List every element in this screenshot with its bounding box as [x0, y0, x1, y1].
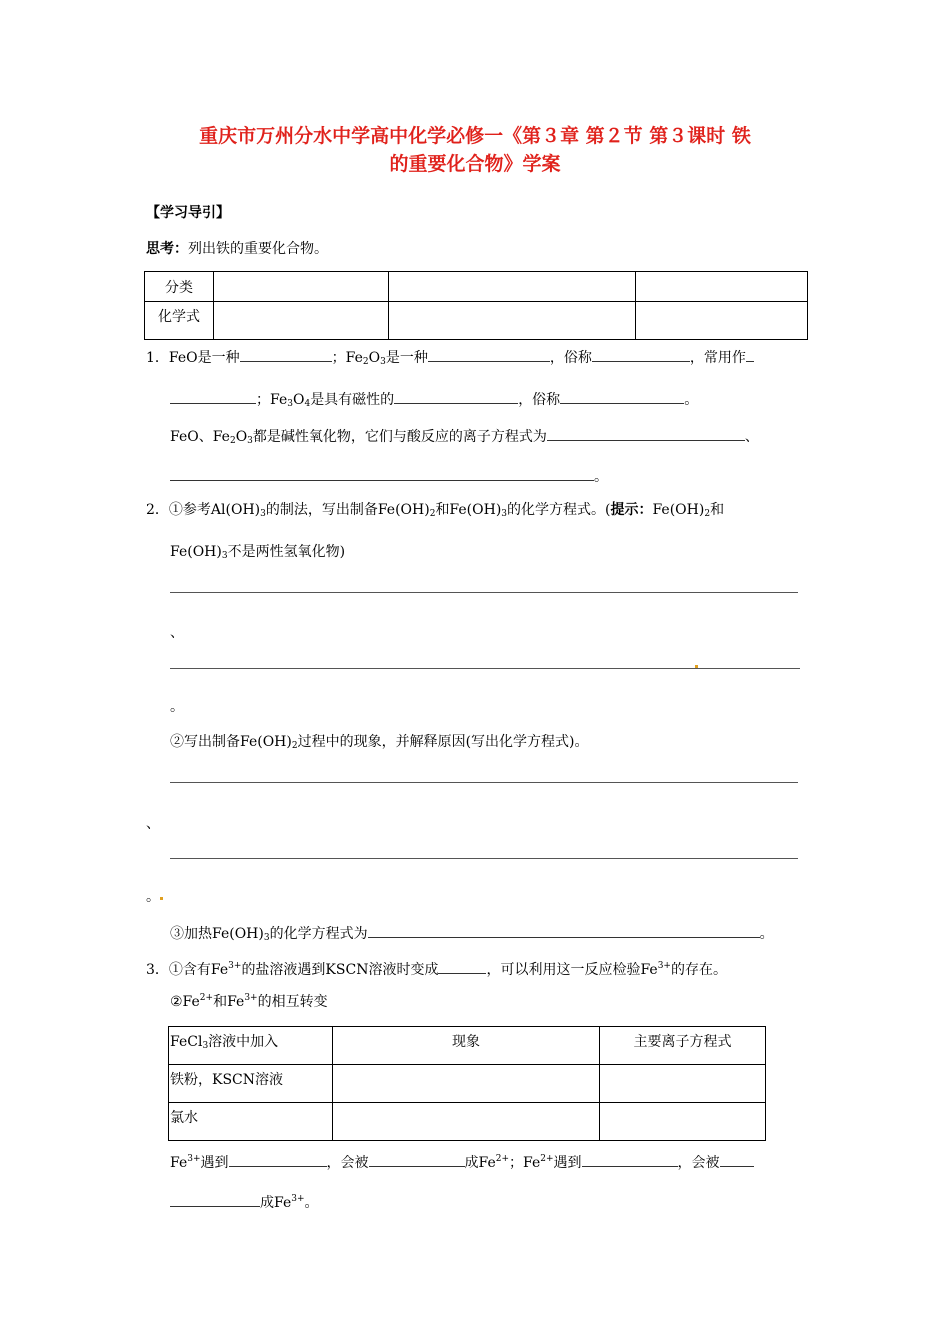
q3-line-1 [146, 959, 727, 979]
table-header-cell [169, 1027, 333, 1065]
q3-text: ；Fe [509, 1155, 541, 1171]
stray-dot [695, 665, 698, 668]
iron-ion-table [168, 1026, 766, 1141]
q1-line-1 [146, 347, 754, 367]
answer-blank[interactable] [438, 959, 486, 974]
subscript: 4 [304, 399, 311, 409]
answer-blank[interactable] [240, 347, 332, 362]
q2-text: 的制法，写出制备Fe(OH) [265, 502, 430, 518]
q2-text: ③加热Fe(OH) [170, 926, 264, 942]
superscript: 3+ [291, 1194, 305, 1204]
subscript: 3 [501, 509, 508, 519]
subscript: 2 [429, 509, 436, 519]
answer-blank[interactable] [229, 1152, 327, 1167]
hint-label: 提示： [610, 502, 653, 518]
superscript: 2+ [495, 1154, 510, 1164]
superscript: 2+ [199, 993, 214, 1003]
think-prompt [146, 240, 328, 258]
q3-text: 。 [304, 1195, 319, 1211]
table-cell[interactable] [636, 302, 808, 340]
answer-blank[interactable] [428, 347, 550, 362]
q2-text: 和 [710, 502, 725, 518]
table-header-cell: 主要离子方程式 [600, 1027, 766, 1065]
q1-line-2 [170, 389, 698, 409]
compound-table [144, 271, 808, 340]
q1-text: O [235, 429, 248, 445]
q1-text: ；Fe [331, 350, 363, 366]
q3-text: 的相互转变 [257, 994, 328, 1010]
answer-line[interactable] [170, 858, 798, 859]
answer-line[interactable] [170, 668, 800, 669]
q1-number: 1． [146, 350, 169, 366]
subscript: 3 [263, 933, 270, 943]
q3-line-2 [170, 993, 328, 1011]
q1-text: FeO、Fe [170, 429, 230, 445]
q3-text: ，可以利用这一反应检验Fe [486, 962, 658, 978]
q3-text: ②Fe [170, 994, 200, 1010]
answer-blank[interactable] [394, 389, 518, 404]
think-label: 思考： [146, 241, 188, 257]
q2-text: ①参考Al(OH) [168, 502, 261, 518]
subscript: 3 [287, 399, 293, 409]
q3-text: ①含有Fe [168, 962, 229, 978]
q2-line-2 [170, 543, 345, 561]
q2-text: 不是两性氢氧化物) [227, 544, 346, 560]
q3-text: 成Fe [464, 1155, 496, 1171]
q2-text: 过程中的现象，并解释原因(写出化学方程式)。 [297, 734, 589, 750]
subscript: 2 [291, 741, 298, 751]
q3-text: 遇到 [200, 1155, 229, 1171]
q2-text: 的化学方程式。( [507, 502, 611, 518]
subscript: 2 [362, 357, 369, 367]
q2-text: Fe(OH) [652, 502, 705, 518]
table-cell[interactable] [600, 1065, 766, 1103]
q3-text: 遇到 [553, 1155, 582, 1171]
subscript: 3 [260, 509, 266, 519]
q3-text: 的存在。 [670, 962, 727, 978]
table-cell[interactable] [214, 302, 389, 340]
superscript: 3+ [187, 1154, 201, 1164]
q3-text: ，会被 [326, 1155, 369, 1171]
header-text: FeCl [170, 1034, 203, 1050]
q2-text: ②写出制备Fe(OH) [170, 734, 292, 750]
superscript: 2+ [540, 1154, 554, 1164]
superscript: 3+ [228, 961, 242, 971]
page-title [130, 122, 820, 178]
q3-text: 和Fe [213, 994, 245, 1010]
q1-text: 是一种 [385, 350, 428, 366]
separator-mark: 、 [170, 625, 184, 641]
answer-blank[interactable] [746, 347, 754, 362]
q1-text: ；Fe [256, 392, 288, 408]
answer-blank[interactable] [720, 1152, 754, 1167]
subscript: 3 [221, 551, 228, 561]
subscript: 3 [247, 436, 253, 446]
table-cell[interactable] [636, 272, 808, 302]
q1-text: 。 [684, 392, 699, 408]
q1-text: ，常用作 [689, 350, 746, 366]
q1-text: ，俗称 [549, 350, 592, 366]
answer-blank[interactable] [170, 389, 256, 404]
q2-text: 的化学方程式为 [269, 926, 368, 942]
answer-blank[interactable] [592, 347, 690, 362]
q3-text: 成Fe [260, 1195, 292, 1211]
table-header-cell: 现象 [333, 1027, 600, 1065]
q3-line-4 [170, 1192, 319, 1212]
think-text: 列出铁的重要化合物。 [188, 241, 328, 257]
q1-text: FeO是一种 [168, 350, 240, 366]
answer-blank[interactable] [560, 389, 684, 404]
q1-line-3 [170, 426, 759, 446]
period-mark: 。 [170, 699, 184, 715]
q3-number: 3． [146, 962, 169, 978]
q1-text: 、 [744, 429, 759, 445]
q3-text: 的盐溶液遇到KSCN溶液时变成 [241, 962, 439, 978]
q2-part-2 [170, 733, 589, 751]
q3-text: ，会被 [677, 1155, 720, 1171]
q2-text: 。 [759, 926, 774, 942]
table-cell[interactable] [333, 1103, 600, 1141]
superscript: 3+ [244, 993, 258, 1003]
answer-line[interactable] [170, 782, 798, 783]
header-text: 溶液中加入 [208, 1034, 279, 1050]
separator-mark: 、 [146, 816, 160, 832]
table-row-header: 分类 [145, 272, 214, 302]
period-mark: 。 [146, 889, 160, 905]
q1-text: 。 [594, 469, 608, 485]
q1-text: 都是碱性氧化物，它们与酸反应的离子方程式为 [252, 429, 547, 445]
q2-part-3 [170, 923, 774, 943]
table-cell[interactable] [214, 272, 389, 302]
q3-line-3 [170, 1152, 754, 1172]
title-line-1: 重庆市万州分水中学高中化学必修一《第３章 第２节 第３课时 铁 [199, 125, 751, 147]
answer-blank[interactable] [368, 923, 760, 938]
section-heading: 【学习导引】 [146, 205, 230, 221]
subscript: 2 [704, 509, 711, 519]
table-cell[interactable] [600, 1103, 766, 1141]
superscript: 3+ [657, 961, 671, 971]
q2-number: 2． [146, 502, 169, 518]
answer-blank[interactable] [582, 1152, 678, 1167]
q1-text: O [368, 350, 381, 366]
answer-line[interactable] [170, 592, 798, 593]
q1-text: ，俗称 [518, 392, 561, 408]
q2-text: 和Fe(OH) [435, 502, 502, 518]
answer-blank[interactable] [369, 1152, 465, 1167]
subscript: 2 [229, 436, 236, 446]
q3-text: Fe [170, 1155, 188, 1171]
q1-line-4 [170, 466, 608, 486]
q1-text: O [292, 392, 305, 408]
subscript: 3 [380, 357, 386, 367]
answer-blank[interactable] [170, 1192, 260, 1207]
table-row-label: 铁粉，KSCN溶液 [169, 1065, 333, 1103]
table-row-label: 氯水 [169, 1103, 333, 1141]
q1-text: 是具有磁性的 [310, 392, 395, 408]
table-cell[interactable] [389, 272, 636, 302]
table-cell[interactable] [333, 1065, 600, 1103]
title-line-2: 的重要化合物》学案 [389, 153, 561, 175]
table-cell[interactable] [389, 302, 636, 340]
table-row-header: 化学式 [145, 302, 214, 340]
answer-blank[interactable] [547, 426, 745, 441]
subscript: 3 [202, 1041, 209, 1051]
stray-dot [160, 897, 163, 900]
q2-text: Fe(OH) [170, 544, 222, 560]
answer-blank[interactable] [170, 466, 594, 481]
q2-line-1 [146, 501, 724, 519]
